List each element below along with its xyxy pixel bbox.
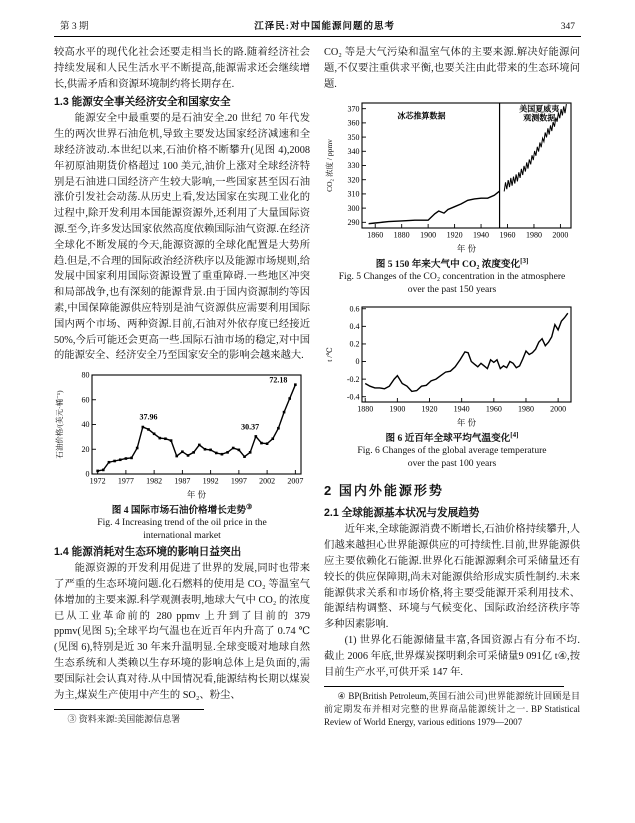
fig5-caption-en: Fig. 5 Changes of the CO₂ concentration in the atmosphere over the past 150 years [338,271,566,295]
svg-text:1940: 1940 [473,230,490,240]
svg-text:1997: 1997 [230,476,247,486]
svg-text:1860: 1860 [367,230,384,240]
svg-text:310: 310 [347,189,360,199]
heading-1-4: 1.4 能源消耗对生态环境的影响日益突出 [54,546,242,559]
paragraph-continued: 较高水平的现代化社会还要走相当长的路.随着经济社会持续发展和人民生活水平不断提高,能源需求还会继续增长,供需矛盾和资源环境制约将长期存在. [54,47,310,90]
svg-text:37.96: 37.96 [139,412,158,422]
svg-text:1977: 1977 [117,476,134,486]
svg-text:330: 330 [347,161,360,171]
fig5-caption-zh: 图 5 150 年来大气中 CO₂ 浓度变化[3] [375,257,529,271]
svg-text:1880: 1880 [393,230,410,240]
svg-text:350: 350 [347,133,360,143]
header-rule [54,36,581,37]
svg-text:冰芯推算数据: 冰芯推算数据 [397,112,446,122]
fig5-ref-mark: [3] [520,257,529,266]
right-column [324,45,580,729]
svg-text:0.2: 0.2 [349,340,360,350]
fig4-caption-en: Fig. 4 Increasing trend of the oil price in the international market [97,517,267,541]
svg-text:-0.2: -0.2 [346,375,360,385]
fig4-caption-zh: 图 4 国际市场石油价格增长走势③ [111,502,253,517]
svg-text:-0.4: -0.4 [346,392,360,402]
svg-text:年 份: 年 份 [456,417,477,428]
svg-text:CO₂ 浓度 / ppmv: CO₂ 浓度 / ppmv [325,139,334,193]
paragraph-fossil-reserves: (1) 世界化石能源储量丰富,各国资源占有分布不均.截止 2006 年底,世界煤炭探明剩余可采储量9 091亿 t④,按目前生产水平,可供开采 147 年. [324,634,580,678]
left-column [54,45,310,729]
figure-6 [324,300,580,470]
svg-text:40: 40 [81,420,90,430]
svg-text:1900: 1900 [420,230,437,240]
svg-text:1987: 1987 [174,476,191,486]
fig6-temperature-chart [324,300,580,428]
svg-text:1880: 1880 [357,404,374,414]
svg-text:300: 300 [347,204,360,214]
paragraph-continued-right: CO₂ 等是大气污染和温室气体的主要来源.解决好能源问题,不仅要注重供求平衡,也要关注由此带来的生态环境问题. [324,47,580,90]
svg-text:2007: 2007 [287,476,304,486]
fig6-caption-zh: 图 6 近百年全球平均气温变化[4] [385,431,519,445]
svg-text:1920: 1920 [446,230,463,240]
heading-1-3: 1.3 能源安全事关经济安全和国家安全 [54,96,231,109]
svg-text:1982: 1982 [146,476,163,486]
svg-text:0.4: 0.4 [349,322,360,332]
svg-text:1980: 1980 [525,230,542,240]
fig5-co2-chart [324,96,580,254]
svg-text:年 份: 年 份 [456,243,477,254]
svg-text:20: 20 [81,445,90,455]
svg-text:320: 320 [347,175,360,185]
running-title: 江泽民:对中国能源问题的思考 [254,22,395,32]
heading-2: 2 国内外能源形势 [324,483,444,499]
paragraph-eco-impact: 能源资源的开发利用促进了世界的发展,同时也带来了严重的生态环境问题.化石燃料的使用是 CO₂ 等温室气体增加的主要来源.科学观测表明,地球大气中 CO₂ 的浓度已从工业革命前的 280 ppmv 上升到了目前的 379 ppmv(见图 5);全球平均气温也在近百年内升高了 0.74 ℃(见图 6),特别是近 30 年来升温明显.全球变暖对地球自然生态系统和人类赖以生存环境的影响总体上是负面的,需要国际社会认真对待.从中国情况看,能源结构长期以煤炭为主,煤炭生产使用中产生的 SO₂、粉尘、 [54,563,310,701]
figure-5 [324,96,580,296]
figure-4 [54,368,310,542]
right-footnote-rule [324,686,564,687]
heading-2-1: 2.1 全球能源基本状况与发展趋势 [324,507,480,520]
svg-text:370: 370 [347,104,360,114]
fig4-oil-price-chart [54,368,310,500]
journal-issue: 第 3 期 [60,22,89,32]
svg-text:80: 80 [81,370,90,380]
svg-text:340: 340 [347,147,360,157]
svg-text:2000: 2000 [550,404,567,414]
svg-text:0: 0 [85,469,90,479]
svg-text:1900: 1900 [389,404,406,414]
page-header [54,18,581,36]
svg-text:1960: 1960 [485,404,502,414]
svg-text:290: 290 [347,218,360,228]
svg-text:石油价格/(美元·桶⁻¹): 石油价格/(美元·桶⁻¹) [55,390,64,459]
svg-text:1980: 1980 [517,404,534,414]
svg-text:2002: 2002 [259,476,276,486]
svg-text:1992: 1992 [202,476,219,486]
svg-text:0.6: 0.6 [349,304,360,314]
fig6-ref-mark: [4] [510,431,519,440]
svg-text:年 份: 年 份 [186,489,207,500]
svg-text:72.18: 72.18 [269,375,288,385]
svg-text:0: 0 [355,357,360,367]
svg-text:1920: 1920 [421,404,438,414]
svg-text:30.37: 30.37 [241,422,260,432]
right-footnote: ④ BP(British Petroleum,英国石油公司)世界能源统计回顾是目前定期发布并相对完整的世界商品能源统计之一. BP Statistical Review of World Energy, various editions 1979—2007 [324,691,580,728]
svg-text:t /℃: t /℃ [325,347,334,363]
svg-text:1940: 1940 [453,404,470,414]
fig4-footnote-mark: ③ [246,502,253,511]
left-footnote: ③ 资料来源:美国能源信息署 [67,714,181,725]
svg-text:360: 360 [347,118,360,128]
svg-text:美国夏威夷: 美国夏威夷 [519,104,560,114]
paragraph-global-energy: 近年来,全球能源消费不断增长,石油价格持续攀升,人们越来越担心世界能源供应的可持续性.目前,世界能源供应主要依赖化石能源.世界化石能源源剩余可采储量还有较长的供应保障期,尚未对能源供给形成实质性制约.未来能源供求关系和市场价格,将主要受能源开采利用技术、能源结构调整、环境与气候变化、国际政治经济秩序等多种因素影响. [324,524,580,631]
left-footnote-rule [54,709,204,710]
svg-text:2000: 2000 [552,230,569,240]
two-column-body [54,45,581,729]
svg-text:1960: 1960 [499,230,516,240]
svg-text:1972: 1972 [89,476,106,486]
fig6-caption-en: Fig. 6 Changes of the global average temperature over the past 100 years [357,445,547,469]
paragraph-energy-security: 能源安全中最重要的是石油安全.20 世纪 70 年代发生的两次世界石油危机,导致主要发达国家经济减速和全球经济波动.本世纪以来,石油价格不断攀升(见图 4),2008 年初原油期货价格超过 100 美元,油价上涨对全球经济特别是石油进口国经济产生较大影响,一些国家甚至因石油涨价引发社会动荡.从历史上看,发达国家在实现工业化的过程中,除开发利用本国能源资源外,还利用了大量国际资源.至今,许多发达国家依然高度依赖国际油气资源.在经济全球化不断发展的今天,能源资源的全球化配置是大势所趋.但是,不合理的国际政治经济秩序以及能源市场规则,给发展中国家利用国际资源设置了重重障碍.一些地区冲突和局部战争,也有深刻的能源背景.由于国内资源制约等因素,中国保障能源供应特别是油气资源供应需要利用国际国内两个市场、两种资源.目前,石油对外依存度已经接近 50%,今后可能还会更高一些.国际石油市场的稳定,对中国的能源安全、经济安全乃至国家安全的影响会越来越大. [54,113,310,362]
svg-text:60: 60 [81,395,90,405]
page-number: 347 [560,22,575,32]
svg-text:观测数据: 观测数据 [523,113,556,123]
